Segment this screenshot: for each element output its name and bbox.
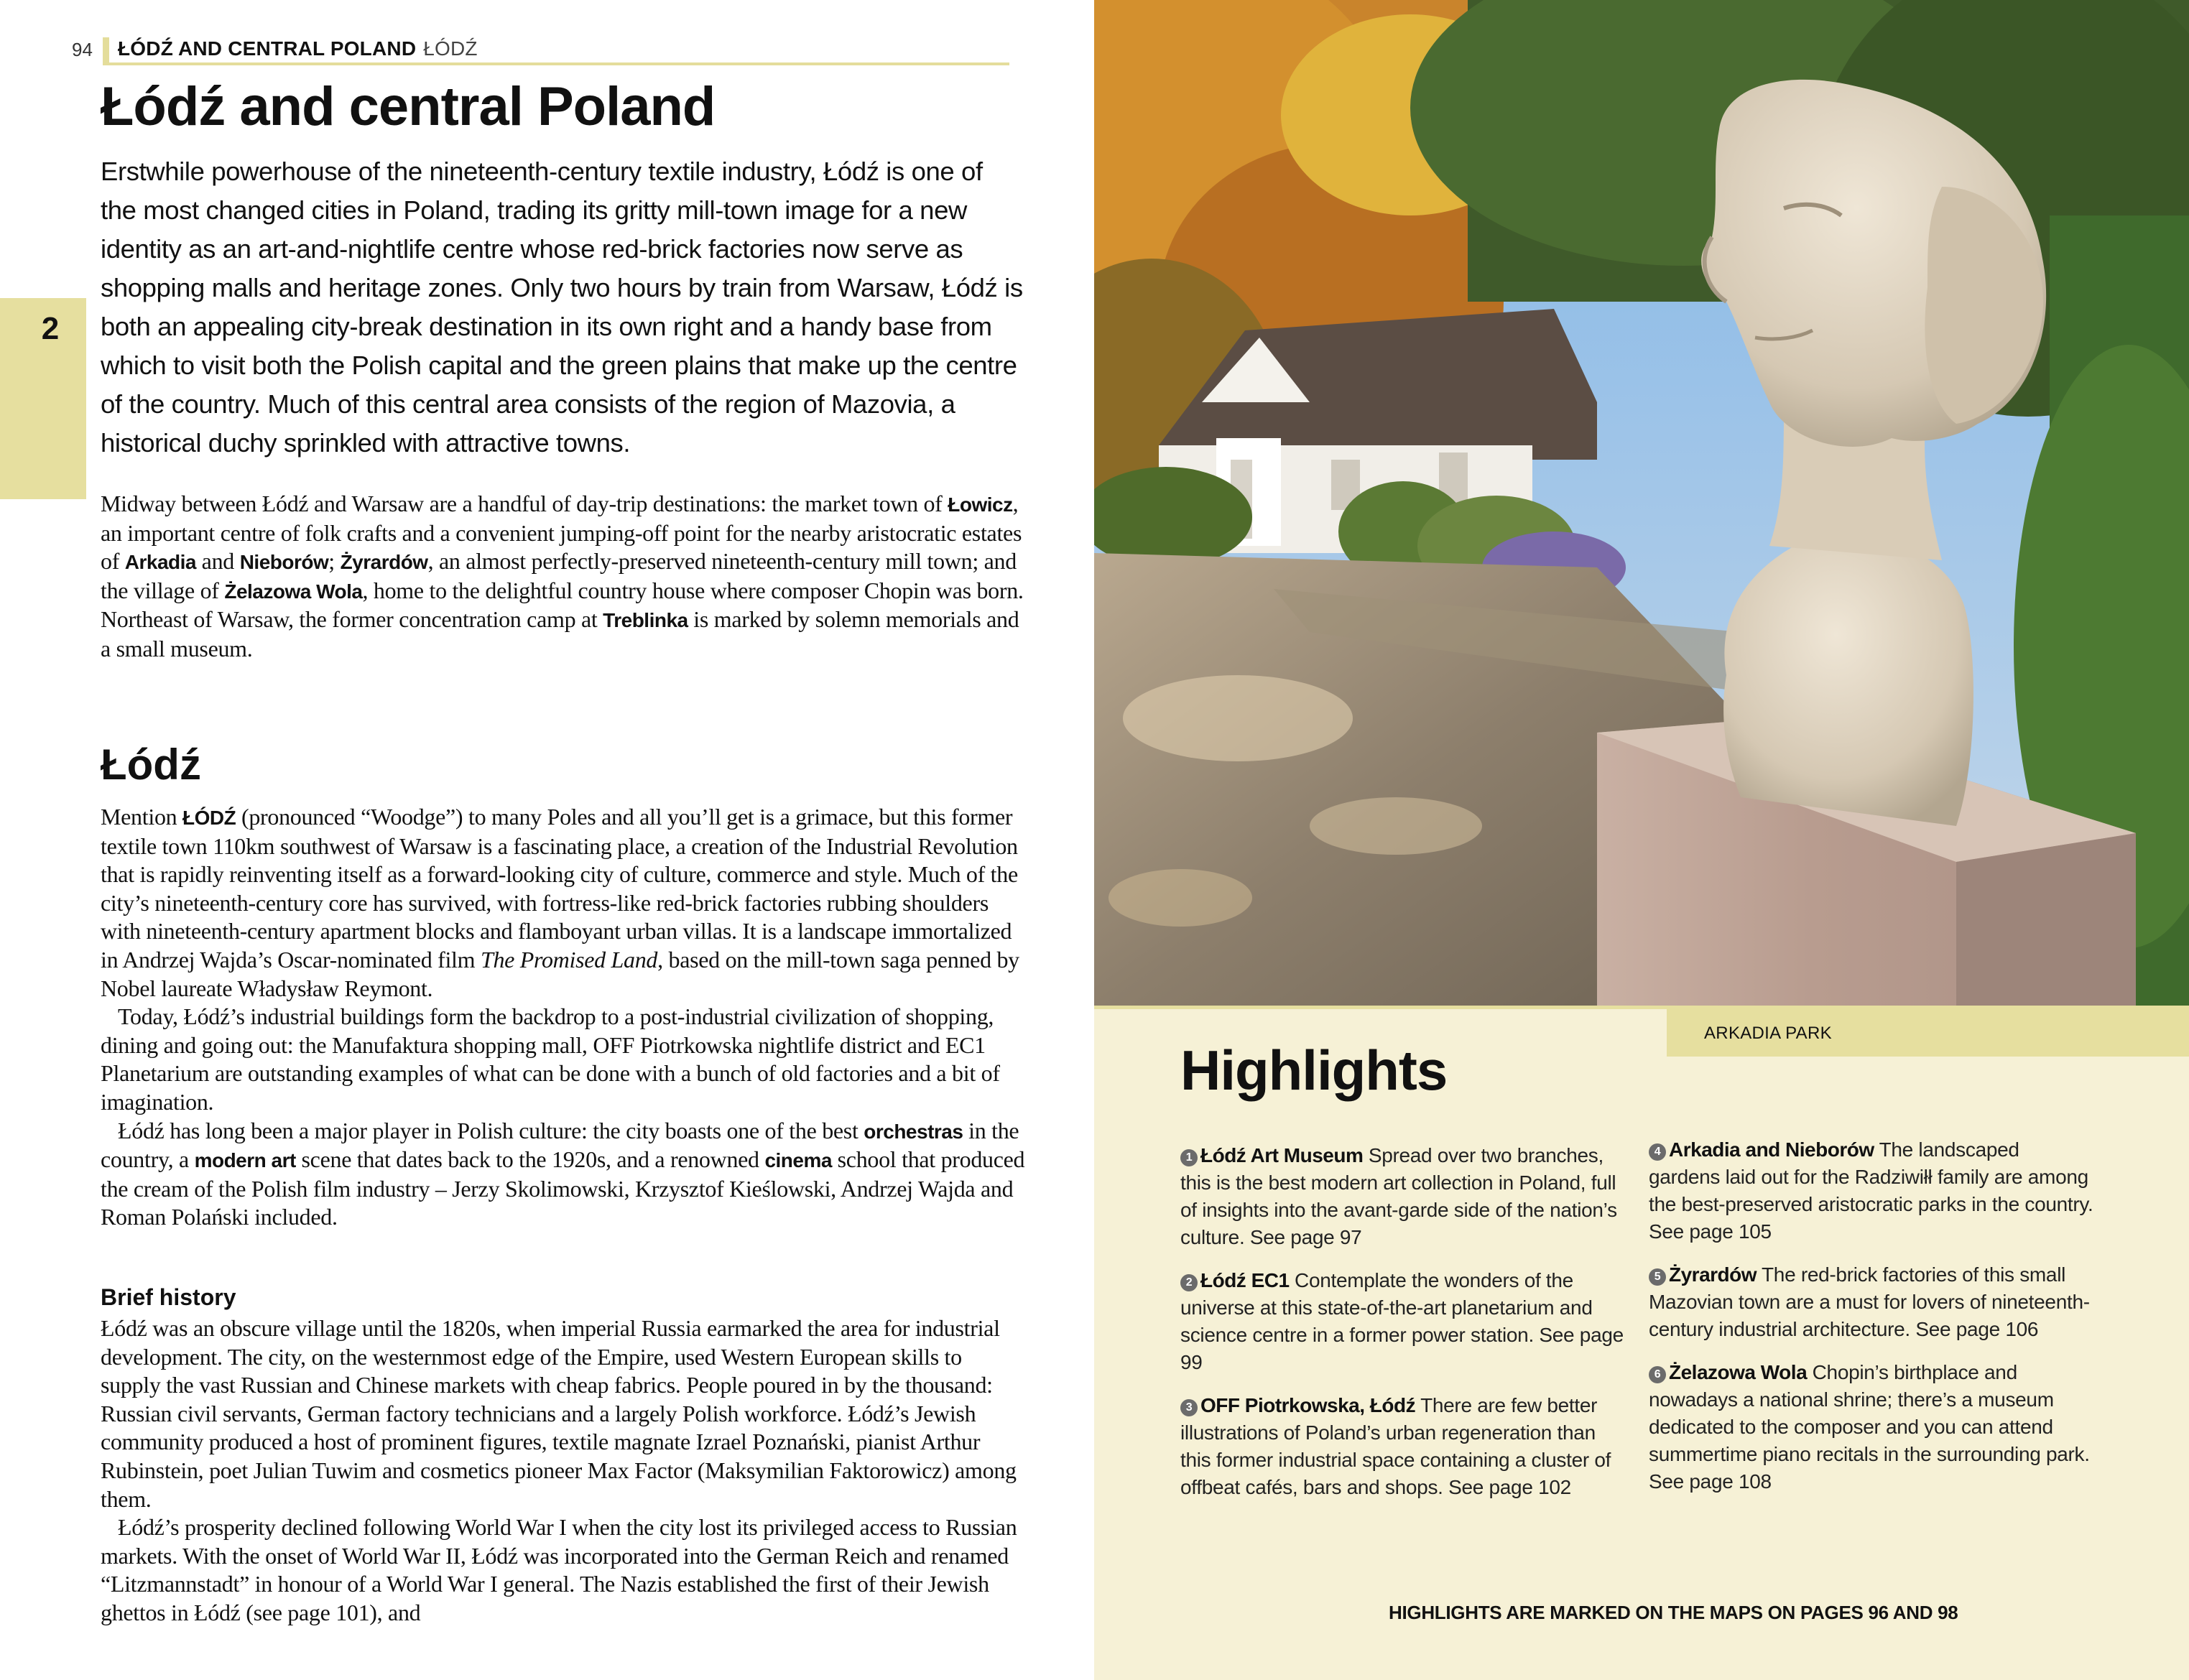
highlight-text: The red-brick factories of this small Mazovian town are a must for lovers of nineteenth-century industrial architecture. See page 106 [1649, 1263, 2090, 1340]
chapter-number: 2 [41, 311, 60, 346]
keyword-lodz: ŁÓDŹ [182, 807, 236, 829]
history-paragraph-1: Łódź was an obscure village until the 1820s, when imperial Russia earmarked the area for industrial development. The city, on the westernmost edge of the Empire, used Western European skills to supply the vast Russian and Chinese markets with cheap fabrics. People poured in by the thousand: Russian civil servants, German factory technicians and a largely Polish workforce. Łódź’s Jewish community produced a host of prominent figures, textile magnate Izrael Poznański, pianist Arthur Rubinstein, poet Julian Tuwim and cosmetics pioneer Max Factor (Maksymilian Faktorowicz) among them. [101, 1315, 1017, 1512]
photo-caption: ARKADIA PARK [1704, 1024, 1832, 1043]
photo-arkadia-park [1094, 0, 2189, 1006]
highlight-text: There are few better illustrations of Poland’s urban regeneration than this former industrial space containing a cluster of offbeat cafés, bars and shops. See page 102 [1180, 1394, 1611, 1498]
lodz-paragraph-1: Mention ŁÓDŹ (pronounced “Woodge”) to many Poles and all you’ll get is a grimace, but this former textile town 110km southwest of Warsaw is a fascinating place, a creation of the Industrial Revolution that is rapidly reinventing itself as a forward-looking city of culture, commerce and style. Much of the city’s nineteenth-century core has survived, with fortress-like red-brick factories rubbing shoulders with nineteenth-century apartment blocks and flamboyant urban villas. It is a landscape immortalized in Andrzej Wajda’s Oscar-nominated film The Promised Land, based on the mill-town saga penned by Nobel laureate Władysław Reymont. [101, 804, 1019, 1001]
highlight-item [1180, 1142, 1626, 1251]
page-number: 94 [72, 39, 93, 60]
highlight-name: Żyrardów [1669, 1263, 1757, 1286]
place-nieborow: Nieborów [239, 551, 329, 574]
number-badge-icon: 1 [1180, 1149, 1198, 1166]
highlight-name: Łódź Art Museum [1200, 1144, 1364, 1166]
number-badge-icon: 4 [1649, 1143, 1666, 1161]
place-arkadia: Arkadia [124, 551, 196, 574]
highlight-name: Arkadia and Nieborów [1669, 1138, 1874, 1161]
highlight-text: Contemplate the wonders of the universe at this state-of-the-art planetarium and science centre in a former power station. See page 99 [1180, 1269, 1624, 1373]
highlight-name: Łódź EC1 [1200, 1269, 1290, 1291]
keyword-orchestras: orchestras [864, 1120, 963, 1143]
left-page [0, 0, 1094, 1680]
number-badge-icon: 2 [1180, 1274, 1198, 1291]
photo-illustration [1094, 0, 2189, 1006]
intro-paragraph: Erstwhile powerhouse of the nineteenth-century textile industry, Łódź is one of the most changed cities in Poland, trading its gritty mill-town image for a new identity as an art-and-nightlife centre whose red-brick factories now serve as shopping malls and heritage zones. Only two hours by train from Warsaw, Łódź is both an appealing city-break destination in its own right and a handy base from which to visit both the Polish capital and the green plains that make up the centre of the country. Much of this central area consists of the region of Mazovia, a historical duchy sprinkled with attractive towns. [101, 157, 1023, 458]
highlight-text: Spread over two branches, this is the best modern art collection in Poland, full of insights into the avant-garde side of the nation’s culture. See page 97 [1180, 1144, 1617, 1248]
highlight-text: Chopin’s birthplace and nowadays a national shrine; there’s a museum dedicated to the composer and you can attend summertime piano recitals in the surrounding park. See page 108 [1649, 1361, 2090, 1493]
header-section-title: ŁÓDŹ AND CENTRAL POLAND [118, 37, 417, 60]
highlights-map-note: HIGHLIGHTS ARE MARKED ON THE MAPS ON PAGES 96 AND 98 [1389, 1602, 1958, 1623]
header-subsection: ŁÓDŹ [423, 37, 478, 60]
highlight-item [1649, 1261, 2094, 1343]
right-page [1094, 0, 2189, 1680]
history-paragraph-2: Łódź’s prosperity declined following World War I when the city lost its privileged access to Russian markets. With the onset of World War II, Łódź was incorporated into the German Reich and renamed “Litzmannstadt” in honour of a World War I general. The Nazis established the first of their Jewish ghettos in Łódź (see page 101), and [101, 1514, 1017, 1625]
number-badge-icon: 5 [1649, 1268, 1666, 1286]
place-zyrardow: Żyrardów [340, 551, 428, 574]
page-title: Łódź and central Poland [101, 76, 716, 137]
chapter-tab [0, 298, 86, 499]
highlight-name: OFF Piotrkowska, Łódź [1200, 1394, 1416, 1416]
highlights-heading: Highlights [1180, 1039, 1448, 1102]
highlight-item [1180, 1392, 1626, 1501]
keyword-cinema: cinema [764, 1149, 832, 1172]
history-body [101, 1314, 1027, 1628]
highlight-item [1180, 1267, 1626, 1376]
lodz-body [101, 803, 1027, 1232]
running-header [72, 36, 1009, 66]
photo-caption-bar [1667, 1009, 2189, 1057]
highlight-text: The landscaped gardens laid out for the Radziwiłł family are among the best-preserved aristocratic parks in the country. See page 105 [1649, 1138, 2093, 1243]
lodz-paragraph-3: Łódź has long been a major player in Polish culture: the city boasts one of the best orchestras in the country, a modern art scene that dates back to the 1920s, and a renowned cinema school that produced the cream of the Polish film industry – Jerzy Skolimowski, Krzysztof Kieślowski, Andrzej Wajda and Roman Polański included. [101, 1117, 1025, 1230]
section-heading-lodz: Łódź [101, 741, 201, 789]
overview-paragraph: Midway between Łódź and Warsaw are a handful of day-trip destinations: the market town of Łowicz, an important centre of folk crafts and a convenient jumping-off point for the nearby aristocratic estates of Arkadia and Nieborów; Żyrardów, an almost perfectly-preserved nineteenth-century mill town; and the village of Żelazowa Wola, home to the delightful country house where composer Chopin was born. Northeast of Warsaw, the former concentration camp at Treblinka is marked by solemn memorials and a small museum. [101, 491, 1024, 662]
highlights-column-1 [1180, 1142, 1626, 1517]
header-section [118, 37, 478, 60]
place-treblinka: Treblinka [603, 609, 688, 632]
number-badge-icon: 3 [1180, 1399, 1198, 1416]
highlight-item [1649, 1136, 2094, 1245]
highlight-name: Żelazowa Wola [1669, 1361, 1808, 1383]
place-zelazowa-wola: Żelazowa Wola [224, 580, 363, 603]
place-lowicz: Łowicz [948, 493, 1013, 516]
header-rule [103, 62, 1009, 65]
number-badge-icon: 6 [1649, 1366, 1666, 1383]
subheading-brief-history: Brief history [101, 1284, 236, 1310]
header-accent-bar [103, 37, 109, 65]
keyword-modern-art: modern art [194, 1149, 296, 1172]
highlights-column-2 [1649, 1136, 2094, 1511]
lodz-paragraph-2: Today, Łódź’s industrial buildings form the backdrop to a post-industrial civilization of shopping, dining and going out: the Manufaktura shopping mall, OFF Piotrkowska nightlife district and EC1 Planetarium are outstanding examples of what can be done with a bunch of old factories and a bit of imagination. [101, 1003, 1000, 1115]
film-title: The Promised Land [480, 946, 658, 973]
highlight-item [1649, 1359, 2094, 1495]
